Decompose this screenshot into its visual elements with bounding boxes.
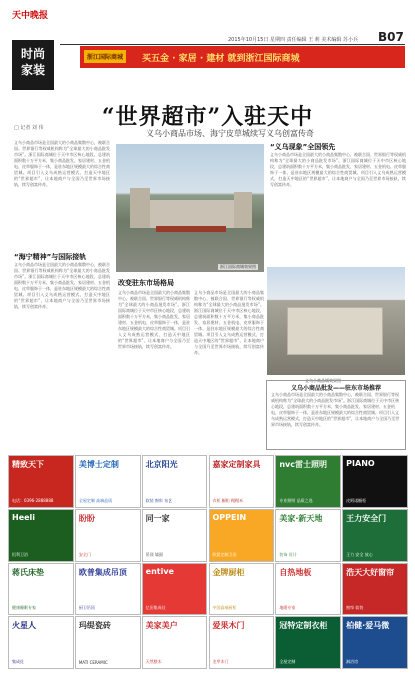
ad-subtitle: 全屋定制 (279, 659, 296, 664)
ad-block (75, 455, 141, 508)
ad-subtitle: 恒利卫浴 (12, 551, 28, 557)
ad-block (8, 563, 74, 616)
ad-subtitle: 天然整木 (145, 659, 162, 664)
section2-title: 改变驻东市场格局 (118, 279, 174, 287)
ad-block (142, 455, 208, 508)
banner-text: 买五金 · 家居 · 建材 就到浙江国际商城 (142, 54, 300, 64)
ad-block (75, 509, 141, 562)
ad-subtitle: 淋浴房 (346, 659, 359, 664)
photo-building-main (144, 200, 236, 228)
section-label-line-2: 家装 (20, 63, 45, 77)
ad-title: OPPEIN (212, 512, 247, 522)
ad-subtitle: 软装 窗帘 布艺 (145, 497, 173, 503)
photo2-caption: 义乌小商品城效果图 (305, 378, 341, 383)
ad-title: 美家美户 (145, 621, 178, 631)
body-column-5: 义乌小商品市场是全国最大的小商品集散中心，被联合国、世界银行等权威机构称为“全球最大的小商品批发市场”。浙江国际商城位于天中市区核心地段，总建筑面积数十万平方米，集小商品批发、家居建材、五金机电、皮草服饰于一体，是驻东地区规模最大的综合性商贸城。项目引入义乌成熟运营模式，打造天中地区的“世界超市”，让本地商户与全国乃至世界市场接轨，续写创富传奇。 (270, 152, 406, 187)
photo2-building (287, 307, 383, 355)
ad-block (75, 563, 141, 616)
ad-block (8, 616, 74, 669)
section3-title: “海宁精神”与国际接轨 (14, 253, 87, 261)
ad-subtitle: 亿田集成灶 (145, 605, 166, 611)
ad-block (209, 616, 275, 669)
market-photo (267, 267, 405, 375)
ad-subtitle: 全屋定制 高端品质 (78, 497, 113, 503)
ad-title: 北京阳光 (145, 460, 178, 469)
ad-subtitle: MATI CERAMIC (78, 660, 108, 665)
ad-subtitle: 地暖专家 (279, 605, 296, 611)
ad-block (342, 563, 408, 616)
ad-block (275, 455, 341, 508)
page-number: B07 (378, 30, 404, 44)
ad-block (342, 616, 408, 669)
ad-title: 欧普集成吊顶 (78, 567, 127, 577)
ad-title: 王力安全门 (346, 513, 387, 523)
ad-subtitle: 欧派定制卫浴 (212, 551, 237, 557)
ad-title: 同一家 (145, 513, 170, 523)
ad-title: Heeli (12, 512, 36, 522)
section-label-line-1: 时尚 (20, 47, 45, 61)
ad-title: PIANO (346, 459, 375, 468)
ad-subtitle: 厨卫吊顶 (78, 605, 95, 611)
photo-caption: 浙江国际商城效果图 (220, 264, 256, 269)
ad-block (209, 563, 275, 616)
ad-title: 美博士定制 (78, 460, 119, 469)
ad-subtitle: 中国高端厨柜 (212, 605, 237, 611)
ad-subtitle: 衣柜 橱柜 榻榻米 (212, 497, 244, 503)
ad-block (209, 455, 275, 508)
ad-title: 爱果木门 (212, 621, 245, 631)
body-column-4: 义乌小商品市场是全国最大的小商品集散中心，被联合国、世界银行等权威机构称为“全球最大的小商品批发市场”。浙江国际商城位于天中市区核心地段，总建筑面积数十万平方米，集小商品批发、家居建材、五金机电、皮草服饰于一体，是驻东地区规模最大的综合性商贸城。项目引入义乌成熟运营模式，打造天中地区的“世界超市”，让本地商户与全国乃至世界市场接轨，续写创富传奇。 (194, 290, 264, 355)
ad-title: 精致天下 (12, 460, 44, 469)
ad-subtitle: 皮阿诺橱柜 (346, 497, 367, 503)
ad-subtitle: 装饰 设计 (279, 551, 297, 557)
ad-subtitle: 集成灶 (12, 659, 24, 664)
ad-block (342, 509, 408, 562)
body-column-1: 义乌小商品市场是全国最大的小商品集散中心，被联合国、世界银行等权威机构称为“全球最大的小商品批发市场”。浙江国际商城位于天中市区核心地段，总建筑面积数十万平方米，集小商品批发、家居建材、五金机电、皮草服饰于一体，是驻东地区规模最大的综合性商贸城。项目引入义乌成熟运营模式，打造天中地区的“世界超市”，让本地商户与全国乃至世界市场接轨，续写创富传奇。 (14, 140, 110, 187)
ad-title: 嘉家定制家具 (212, 460, 261, 469)
ad-title: 柏健·爱马微 (346, 621, 390, 631)
masthead-meta: 2015年10月15日 星期四 责任编辑 王 莉 美术编辑 苏小兵 (228, 37, 358, 43)
ad-subtitle: 龙甲木门 (212, 659, 229, 664)
ad-block (142, 509, 208, 562)
body-column-2: 义乌小商品市场是全国最大的小商品集散中心，被联合国、世界银行等权威机构称为“全球最大的小商品批发市场”。浙江国际商城位于天中市区核心地段，总建筑面积数十万平方米，集小商品批发、家居建材、五金机电、皮草服饰于一体，是驻东地区规模最大的综合性商贸城。项目引入义乌成熟运营模式，打造天中地区的“世界超市”，让本地商户与全国乃至世界市场接轨，续写创富传奇。 (14, 262, 110, 309)
ad-title: 冠特定制衣柜 (279, 621, 328, 631)
ad-block (275, 509, 341, 562)
ad-subtitle: 吊顶 墙面 (145, 551, 163, 557)
ad-title: 美家·新天地 (279, 513, 323, 523)
info-sidebox (266, 380, 406, 450)
ad-block (75, 616, 141, 669)
ad-block (142, 616, 208, 669)
ad-subtitle: 王力 安全 放心 (346, 551, 373, 557)
ad-block (142, 563, 208, 616)
ad-block (275, 616, 341, 669)
ad-subtitle: 安全门 (78, 551, 91, 557)
article-photo (116, 144, 264, 272)
ad-block (275, 563, 341, 616)
article-subhead: 义乌小商品市场、海宁皮草城续写义乌创富传奇 (146, 129, 314, 138)
photo-building-right (234, 192, 252, 228)
article-byline: □ 记者 刘 伟 (14, 125, 44, 131)
ad-title: 火星人 (12, 621, 36, 631)
ad-title: 盼盼 (78, 513, 95, 523)
ad-title: 玛缇瓷砖 (78, 621, 111, 631)
ad-subtitle: 健康睡眠专家 (12, 605, 36, 611)
ad-block (209, 509, 275, 562)
ad-block (342, 455, 408, 508)
ad-title: entive (145, 566, 174, 576)
ad-title: 浩天大好窗帘 (346, 567, 395, 577)
sidebox-body: 义乌小商品市场是全国最大的小商品集散中心，被联合国、世界银行等权威机构称为“全球最大的小商品批发市场”。浙江国际商城位于天中市区核心地段，总建筑面积数十万平方米，集小商品批发、家居建材、五金机电、皮草服饰于一体，是驻东地区规模最大的综合性商贸城。项目引入义乌成熟运营模式，打造天中地区的“世界超市”，让本地商户与全国乃至世界市场接轨，续写创富传奇。 (271, 392, 400, 427)
sidebox-title: 义乌小商品批发——驻东市场推荐 (290, 385, 381, 392)
section1-title: “义乌现象”全国领先 (270, 143, 336, 151)
ad-block (8, 455, 74, 508)
photo-building-left (130, 188, 150, 228)
section-label (12, 40, 54, 90)
ad-title: 自热地板 (279, 567, 312, 577)
ad-block (8, 509, 74, 562)
ad-subtitle: 电话：0396-2888888 (12, 497, 54, 503)
masthead-ad-banner (80, 46, 405, 68)
ad-subtitle: 专业照明 品质之选 (279, 497, 313, 503)
article-headline: “世界超市”入驻天中 (101, 104, 314, 130)
masthead-rule (60, 44, 405, 45)
ad-title: nvc雷士照明 (279, 460, 327, 469)
banner-tag: 浙江国际商城 (84, 50, 126, 63)
ad-subtitle: 窗帘 软装 (346, 605, 364, 611)
body-column-3: 义乌小商品市场是全国最大的小商品集散中心，被联合国、世界银行等权威机构称为“全球最大的小商品批发市场”。浙江国际商城位于天中市区核心地段，总建筑面积数十万平方米，集小商品批发、家居建材、五金机电、皮草服饰于一体，是驻东地区规模最大的综合性商贸城。项目引入义乌成熟运营模式，打造天中地区的“世界超市”，让本地商户与全国乃至世界市场接轨，续写创富传奇。 (118, 290, 190, 349)
photo-roof-band (156, 226, 226, 232)
masthead-logo: 天中晚报 (12, 11, 49, 21)
ad-title: 蒋氏床垫 (12, 567, 44, 577)
ad-title: 金牌厨柜 (212, 567, 245, 577)
